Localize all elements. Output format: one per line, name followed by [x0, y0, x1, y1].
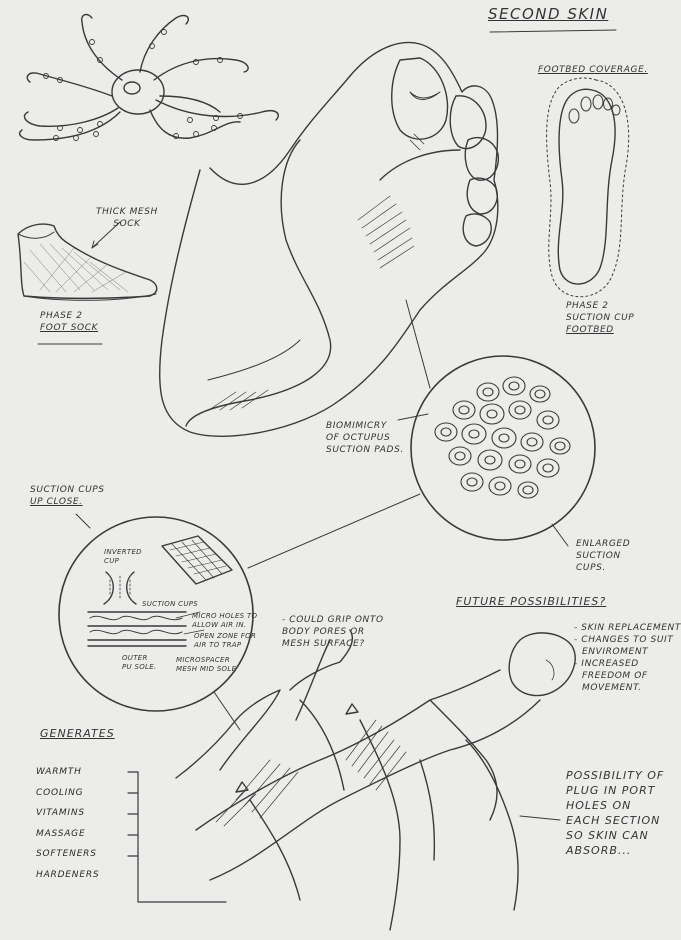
enlarged-suction-label: ENLARGED SUCTION CUPS. — [576, 539, 631, 573]
list-item: VITAMINS — [36, 808, 85, 818]
foot-sock-label: PHASE 2 FOOT SOCK — [40, 311, 99, 333]
inverted-cup-label: INVERTED CUP — [104, 548, 142, 565]
suction-cups-small-label: SUCTION CUPS — [142, 600, 199, 608]
octopus-sketch — [20, 15, 279, 141]
generates-list — [36, 762, 99, 885]
microspacer-label: MICROSPACER MESH MID SOLE — [176, 656, 237, 673]
plug-in-port-notes: POSSIBILITY OF PLUG IN PORT HOLES ON EACH SECTION SO SKIN CAN ABSORB... — [566, 769, 665, 857]
thick-mesh-sock-label: THICK MESH SOCK — [96, 207, 158, 229]
generates-heading: GENERATES — [40, 727, 115, 740]
outer-sole-label: OUTER PU SOLE. — [122, 654, 157, 671]
body-sketch — [176, 630, 575, 930]
list-item: COOLING — [36, 787, 84, 798]
open-zone-label: OPEN ZONE FOR AIR TO TRAP — [194, 632, 257, 649]
suction-pads-magnified — [398, 300, 595, 546]
list-item: HARDENERS — [36, 869, 100, 880]
future-possibilities-heading: FUTURE POSSIBILITIES? — [456, 595, 607, 608]
footbed-outline-sketch — [547, 78, 629, 297]
suction-cup-footbed-label: PHASE 2 SUCTION CUP FOOTBED — [566, 301, 635, 335]
biomimicry-label: BIOMIMICRY OF OCTUPUS SUCTION PADS. — [326, 421, 404, 455]
skin-replacement-notes: - SKIN REPLACEMENT - CHANGES TO SUIT ENVIROMENT - INCREASED FREEDOM OF MOVEMENT. — [574, 623, 681, 693]
foot-sketch — [160, 42, 499, 436]
could-grip-label: - COULD GRIP ONTO BODY PORES OR MESH SURFACE? — [282, 615, 384, 649]
sheet-title: SECOND SKIN — [488, 5, 609, 23]
generates-bracket — [128, 772, 226, 902]
list-item: MASSAGE — [36, 828, 86, 839]
list-item: SOFTENERS — [36, 849, 97, 859]
footbed-coverage-label: FOOTBED COVERAGE. — [538, 65, 648, 75]
suction-cups-close-label: SUCTION CUPS UP CLOSE. — [30, 485, 105, 507]
list-item: WARMTH — [36, 767, 82, 777]
micro-holes-label: MICRO HOLES TO ALLOW AIR IN. — [192, 612, 258, 629]
